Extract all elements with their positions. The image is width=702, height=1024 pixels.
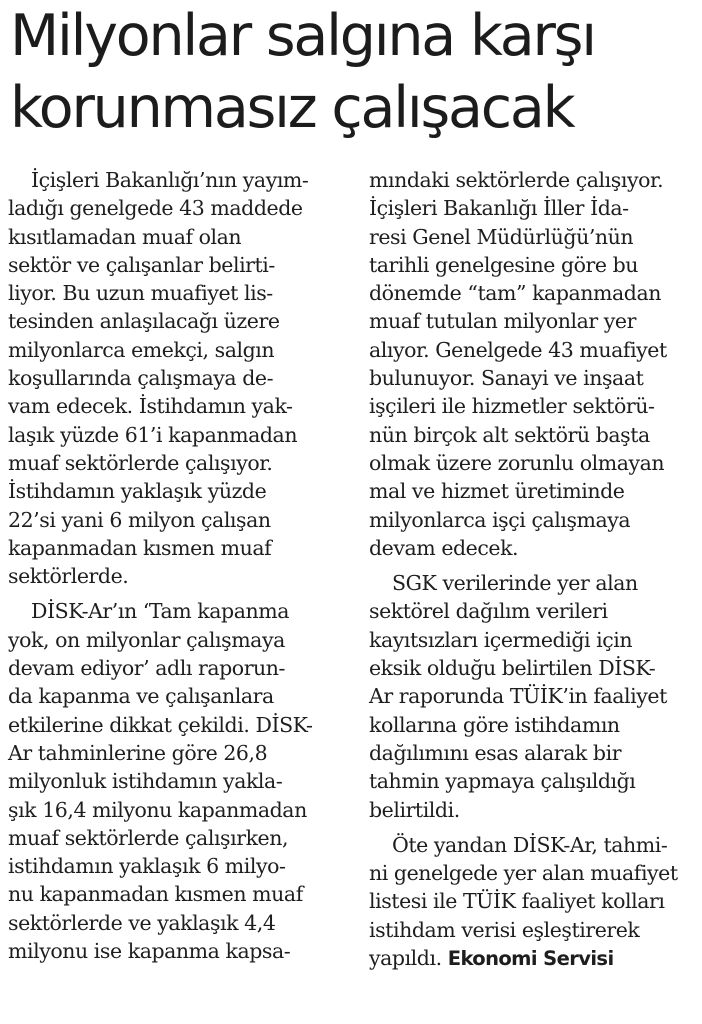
- text-line: sektörlerde ve yaklaşık 4,4: [8, 910, 276, 935]
- text-line: milyonluk istihdamın yakla-: [8, 769, 283, 794]
- text-line: muaf sektörlerde çalışıyor.: [8, 450, 273, 475]
- closing-text: yapıldı.: [369, 946, 442, 971]
- text-line: etkilerine dikkat çekildi. DİSK-: [8, 712, 313, 737]
- text-line: istihdamın yaklaşık 6 milyo-: [8, 854, 286, 879]
- paragraph: [369, 166, 699, 562]
- text-line: şık 16,4 milyonu kapanmadan: [8, 797, 307, 822]
- text-line: İçişleri Bakanlığı İller İda-: [369, 196, 629, 221]
- text-line: nün birçok alt sektörü başta: [369, 422, 650, 447]
- text-line: milyonu ise kapanma kapsa-: [8, 939, 291, 964]
- text-line: 22’si yani 6 milyon çalışan: [8, 507, 271, 532]
- text-line: yok, on milyonlar çalışmaya: [8, 627, 285, 652]
- text-line: resi Genel Müdürlüğü’nün: [369, 224, 634, 249]
- text-line: tarihli genelgesine göre bu: [369, 252, 639, 277]
- text-line: eksik olduğu belirtilen DİSK-: [369, 656, 656, 681]
- paragraph: [369, 569, 699, 824]
- right-column: [369, 166, 699, 972]
- text-line: milyonlarca işçi çalışmaya: [369, 507, 631, 532]
- text-line: sektörlerde.: [8, 564, 129, 589]
- paragraph: [369, 831, 699, 972]
- headline-line-1: Milyonlar salgına karşı: [10, 3, 595, 69]
- text-line: devam ediyor’ adlı raporun-: [8, 656, 286, 681]
- text-line: devam edecek.: [369, 535, 519, 560]
- text-line: SGK verilerinde yer alan: [392, 571, 638, 596]
- text-line: İçişleri Bakanlığı’nın yayım-: [31, 168, 309, 192]
- byline: Ekonomi Servisi: [447, 947, 614, 971]
- text-line: ladığı genelgede 43 maddede: [8, 196, 303, 221]
- headline: [10, 0, 700, 144]
- headline-line-2: korunmasız çalışacak: [10, 75, 574, 141]
- text-line: tesinden anlaşılacağı üzere: [8, 309, 280, 334]
- text-line: milyonlarca emekçi, salgın: [8, 337, 275, 362]
- text-line: koşullarında çalışmaya de-: [8, 366, 274, 391]
- text-line: da kapanma ve çalışanlara: [8, 684, 274, 709]
- text-line: dönemde “tam” kapanmadan: [369, 281, 661, 306]
- text-line: muaf sektörlerde çalışırken,: [8, 825, 289, 850]
- left-column: [8, 166, 346, 965]
- text-line: nu kapanmadan kısmen muaf: [8, 882, 303, 907]
- text-line-with-signature: [369, 944, 699, 972]
- text-line: işçileri ile hizmetler sektörü-: [369, 394, 655, 419]
- text-line: DİSK-Ar’ın ‘Tam kapanma: [31, 599, 290, 624]
- text-line: alıyor. Genelgede 43 muafiyet: [369, 337, 667, 362]
- text-line: sektör ve çalışanlar belirti-: [8, 252, 275, 277]
- text-line: muaf tutulan milyonlar yer: [369, 309, 636, 334]
- paragraph: [8, 166, 346, 590]
- text-line: bulunuyor. Sanayi ve inşaat: [369, 366, 644, 391]
- text-line: kapanmadan kısmen muaf: [8, 535, 272, 560]
- text-line: mındaki sektörlerde çalışıyor.: [369, 168, 664, 192]
- text-line: listesi ile TÜİK faaliyet kolları: [369, 889, 665, 914]
- paragraph: [8, 597, 346, 965]
- text-line: İstihdamın yaklaşık yüzde: [8, 479, 267, 504]
- text-line: Öte yandan DİSK-Ar, tahmi-: [392, 832, 668, 857]
- text-line: belirtildi.: [369, 797, 460, 822]
- text-line: laşık yüzde 61’i kapanmadan: [8, 422, 298, 447]
- text-line: ni genelgede yer alan muafiyet: [369, 861, 678, 886]
- text-line: dağılımını esas alarak bir: [369, 740, 622, 765]
- text-line: Ar tahminlerine göre 26,8: [8, 740, 268, 765]
- text-line: vam edecek. İstihdamın yak-: [8, 394, 293, 419]
- text-line: liyor. Bu uzun muafiyet lis-: [8, 281, 273, 306]
- text-line: tahmin yapmaya çalışıldığı: [369, 769, 636, 794]
- text-line: olmak üzere zorunlu olmayan: [369, 450, 665, 475]
- text-line: istihdam verisi eşleştirerek: [369, 917, 640, 942]
- text-line: sektörel dağılım verileri: [369, 599, 608, 624]
- text-line: kısıtlamadan muaf olan: [8, 224, 242, 249]
- text-line: kayıtsızları içermediği için: [369, 627, 633, 652]
- text-line: kollarına göre istihdamın: [369, 712, 620, 737]
- text-line: Ar raporunda TÜİK’in faaliyet: [369, 684, 667, 709]
- text-line: mal ve hizmet üretiminde: [369, 479, 625, 504]
